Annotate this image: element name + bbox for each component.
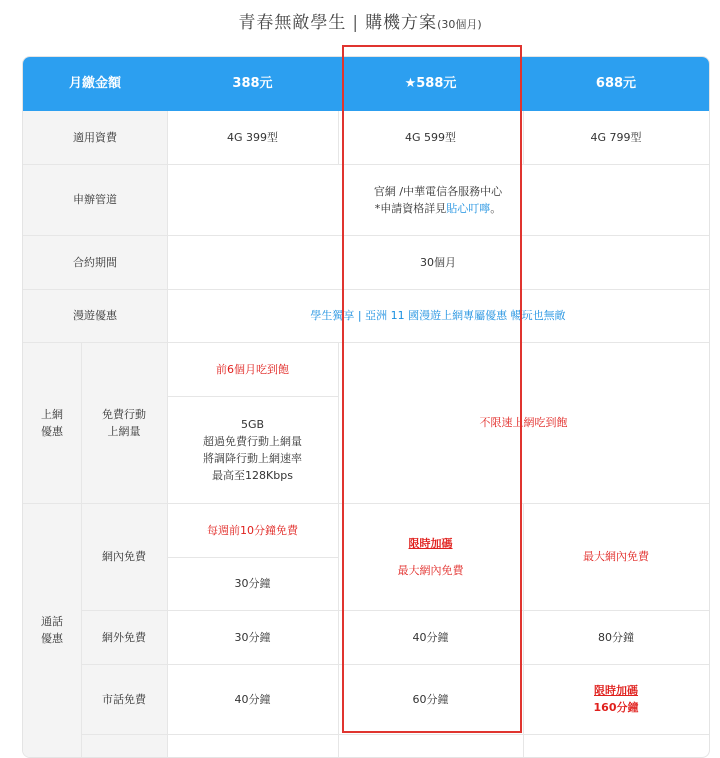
data-388-detail — [167, 396, 338, 503]
channel-line2 — [375, 200, 502, 217]
plan-table — [22, 56, 710, 758]
offnet-388-value: 30分鐘 — [234, 630, 271, 644]
divider — [23, 289, 709, 290]
onnet-588-value — [338, 503, 523, 610]
roaming-link[interactable]: 學生獨享 | 亞洲 11 國漫遊上網專屬優惠 暢玩也無敵 — [310, 309, 566, 322]
divider — [23, 235, 709, 236]
row-label-onnet: 網內免費 — [81, 503, 167, 610]
divider — [81, 342, 82, 757]
data-388-note1: 超過免費行動上網量 — [203, 434, 302, 448]
plan-588-value: 4G 599型 — [404, 131, 456, 144]
row-label-offnet: 網外免費 — [81, 610, 167, 664]
onnet-388-weekly: 每週前10分鐘免費 — [207, 523, 298, 537]
tips-link[interactable]: 貼心叮嚀 — [446, 201, 491, 215]
data-388-note2: 將調降行動上網速率 — [203, 451, 302, 465]
header-plan-388: 388元 — [232, 76, 273, 91]
divider — [81, 610, 709, 611]
row-label-plan: 適用資費 — [23, 111, 167, 164]
offnet-688-value: 80分鐘 — [598, 630, 634, 644]
row-label-roaming: 漫遊優惠 — [23, 289, 167, 342]
contract-value: 30個月 — [420, 255, 456, 269]
channel-value — [167, 164, 709, 235]
divider — [23, 503, 709, 504]
plan-388-value: 4G 399型 — [226, 131, 278, 144]
divider — [523, 503, 524, 757]
divider — [338, 342, 339, 757]
title-period: (30個月) — [437, 18, 482, 31]
landline-688-minutes: 160分鐘 — [593, 701, 639, 714]
plan-688-value: 4G 799型 — [590, 131, 642, 144]
divider — [23, 342, 709, 343]
row-label-contract: 合約期間 — [23, 235, 167, 289]
onnet-588-text: 最大網內免費 — [397, 563, 464, 577]
channel-note: *申請資格詳見 — [374, 201, 447, 215]
divider — [167, 557, 338, 558]
data-unlimited-value: 不限速上網吃到飽 — [479, 416, 568, 429]
divider — [23, 164, 709, 165]
channel-note-end: 。 — [490, 201, 502, 215]
divider — [81, 664, 709, 665]
data-388-note3: 最高至128Kbps — [212, 468, 293, 482]
landline-688-value — [523, 664, 709, 734]
landline-388-value: 40分鐘 — [234, 692, 271, 706]
table-header — [23, 57, 709, 111]
onnet-688-value: 最大網內免費 — [583, 550, 649, 563]
divider — [81, 734, 709, 735]
group-label-data: 上網優惠 — [23, 342, 81, 503]
divider — [523, 111, 524, 164]
header-plan-688: 688元 — [595, 76, 637, 91]
divider — [338, 111, 339, 164]
onnet-388-minutes: 30分鐘 — [234, 577, 271, 590]
title-separator: | — [352, 13, 360, 33]
title-main: 青春無敵學生 — [238, 13, 347, 33]
title-sub: 購機方案 — [365, 13, 438, 33]
group-label-call: 通話優惠 — [23, 503, 81, 757]
page-title — [0, 8, 720, 33]
landline-688-promo-link[interactable]: 限時加碼 — [594, 684, 638, 697]
row-label-channel: 申辦管道 — [23, 164, 167, 235]
header-monthly-fee: 月繳金額 — [68, 76, 121, 91]
data-388-first-6-months: 前6個月吃到飽 — [216, 362, 289, 376]
divider — [167, 396, 338, 397]
row-label-free-data: 免費行動上網量 — [81, 342, 167, 503]
header-plan-588: ★588元 — [404, 76, 457, 91]
row-label-next — [81, 734, 167, 757]
onnet-588-promo-link[interactable]: 限時加碼 — [408, 536, 453, 550]
data-388-amount: 5GB — [240, 417, 265, 431]
landline-588-value: 60分鐘 — [412, 692, 449, 706]
row-label-landline: 市話免費 — [81, 664, 167, 734]
offnet-588-value: 40分鐘 — [412, 630, 449, 644]
channel-line1: 官網 /中華電信各服務中心 — [373, 184, 503, 198]
divider — [167, 111, 168, 757]
